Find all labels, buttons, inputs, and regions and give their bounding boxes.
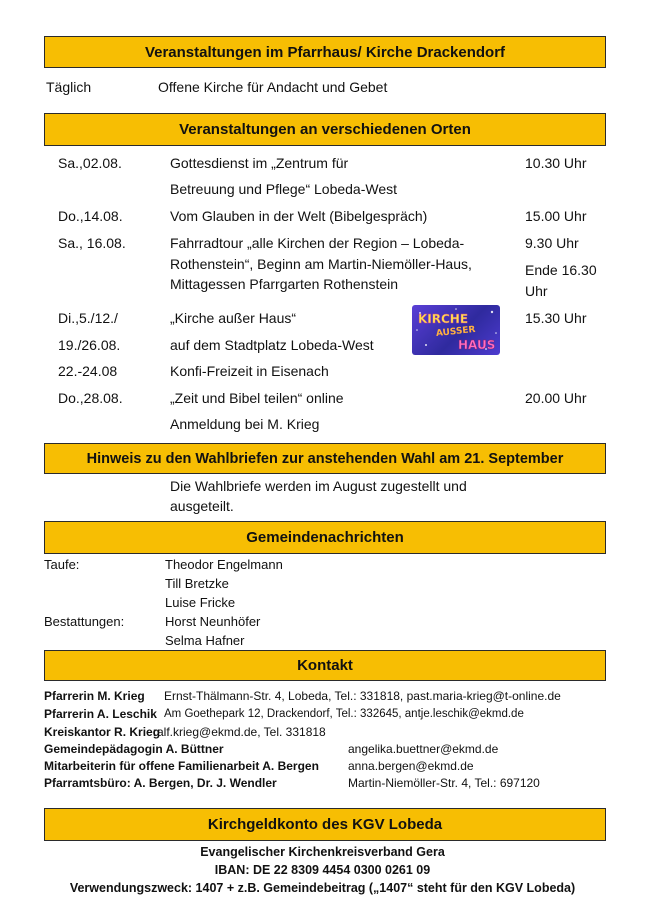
section-title: Veranstaltungen an verschiedenen Orten — [179, 121, 471, 138]
logo-text-kirche: KIRCHE — [418, 312, 469, 326]
event-date: Di.,5./12./ — [58, 310, 118, 326]
event-date: 22.-24.08 — [58, 363, 118, 379]
section-header-kontakt — [44, 650, 606, 681]
event-desc: auf dem Stadtplatz Lobeda-West — [170, 337, 374, 353]
contact-name: Pfarramtsbüro: A. Bergen, Dr. J. Wendler — [44, 776, 277, 790]
event-date: Sa.,02.08. — [58, 155, 122, 171]
section-header-konto — [44, 808, 606, 841]
contact-name: Gemeindepädagogin A. Büttner — [44, 742, 224, 756]
section-header-gemeinde — [44, 521, 606, 554]
taufe-name: Luise Fricke — [165, 595, 236, 610]
event-date: Do.,14.08. — [58, 208, 123, 224]
section-title: Hinweis zu den Wahlbriefen zur anstehenden Wahl am 21. September — [86, 450, 564, 467]
section-title: Veranstaltungen im Pfarrhaus/ Kirche Drackendorf — [144, 43, 506, 61]
event-desc: „Zeit und Bibel teilen“ online — [170, 390, 344, 406]
section-title: Kontakt — [297, 657, 353, 674]
konto-line: Evangelischer Kirchenkreisverband Gera — [200, 845, 445, 859]
event-desc: Fahrradtour „alle Kirchen der Region – Lobeda- — [170, 235, 465, 251]
taufe-name: Theodor Engelmann — [165, 557, 283, 572]
event-time: 15.30 Uhr — [525, 310, 587, 326]
event-time: Ende 16.30 — [525, 262, 597, 278]
event-desc: Vom Glauben in der Welt (Bibelgespräch) — [170, 208, 428, 224]
kirche-ausser-haus-logo — [412, 305, 500, 355]
event-desc: Betreuung und Pflege“ Lobeda-West — [170, 181, 398, 197]
contact-name: Kreiskantor R. Krieg — [44, 725, 161, 739]
event-time: 9.30 Uhr — [525, 235, 579, 251]
day-label: Täglich — [46, 79, 92, 95]
section-header-pfarrhaus — [44, 36, 606, 68]
event-date: 19./26.08. — [58, 337, 121, 353]
event-desc: „Kirche außer Haus“ — [170, 310, 297, 326]
daily-event: Offene Kirche für Andacht und Gebet — [158, 79, 388, 95]
contact-info: anna.bergen@ekmd.de — [348, 759, 474, 773]
event-date: Sa., 16.08. — [58, 235, 126, 251]
hinweis-text-line: Die Wahlbriefe werden im August zugestellt und — [170, 478, 467, 494]
bestattung-name: Horst Neunhöfer — [165, 614, 261, 629]
section-title: Kirchgeldkonto des KGV Lobeda — [207, 816, 443, 833]
contact-info: Martin-Niemöller-Str. 4, Tel.: 697120 — [348, 776, 540, 790]
konto-verwendungszweck: Verwendungszweck: 1407 + z.B. Gemeindebeitrag („1407“ steht für den KGV Lobeda) — [69, 881, 576, 895]
section-title: Gemeindenachrichten — [246, 529, 404, 546]
event-desc: Rothenstein“, Beginn am Martin-Niemöller-Haus, — [170, 256, 472, 272]
event-desc: Konfi-Freizeit in Eisenach — [170, 363, 329, 379]
event-date: Do.,28.08. — [58, 390, 123, 406]
contact-info: Am Goethepark 12, Drackendorf, Tel.: 332645, antje.leschik@ekmd.de — [164, 708, 524, 720]
contact-name: Pfarrerin M. Krieg — [44, 689, 145, 703]
event-time: 10.30 Uhr — [525, 155, 587, 171]
taufe-label: Taufe: — [44, 557, 80, 572]
event-desc: Gottesdienst im „Zentrum für — [170, 155, 349, 171]
contact-info: Ernst-Thälmann-Str. 4, Lobeda, Tel.: 331818, past.maria-krieg@t-online.de — [164, 689, 561, 703]
contact-name: Pfarrerin A. Leschik — [44, 707, 157, 721]
event-desc: Anmeldung bei M. Krieg — [170, 416, 320, 432]
logo-text-ausser: AUSSER — [435, 324, 477, 340]
event-time: 15.00 Uhr — [525, 208, 587, 224]
event-time: 20.00 Uhr — [525, 390, 587, 406]
taufe-name: Till Bretzke — [165, 576, 229, 591]
hinweis-text-line: ausgeteilt. — [170, 498, 234, 514]
contact-name: Mitarbeiterin für offene Familienarbeit A. Bergen — [44, 759, 319, 773]
section-header-hinweis — [44, 443, 606, 474]
event-desc: Mittagessen Pfarrgarten Rothenstein — [170, 276, 399, 292]
konto-iban: IBAN: DE 22 8309 4454 0300 0261 09 — [214, 863, 431, 877]
logo-text-haus: HAUS — [458, 338, 496, 352]
contact-info: ralf.krieg@ekmd.de, Tel. 331818 — [153, 725, 326, 739]
section-header-orte — [44, 113, 606, 146]
event-time: Uhr — [525, 283, 548, 299]
bestattung-name: Selma Hafner — [165, 633, 245, 648]
contact-info: angelika.buettner@ekmd.de — [348, 742, 499, 756]
bestattung-label: Bestattungen: — [44, 614, 125, 629]
